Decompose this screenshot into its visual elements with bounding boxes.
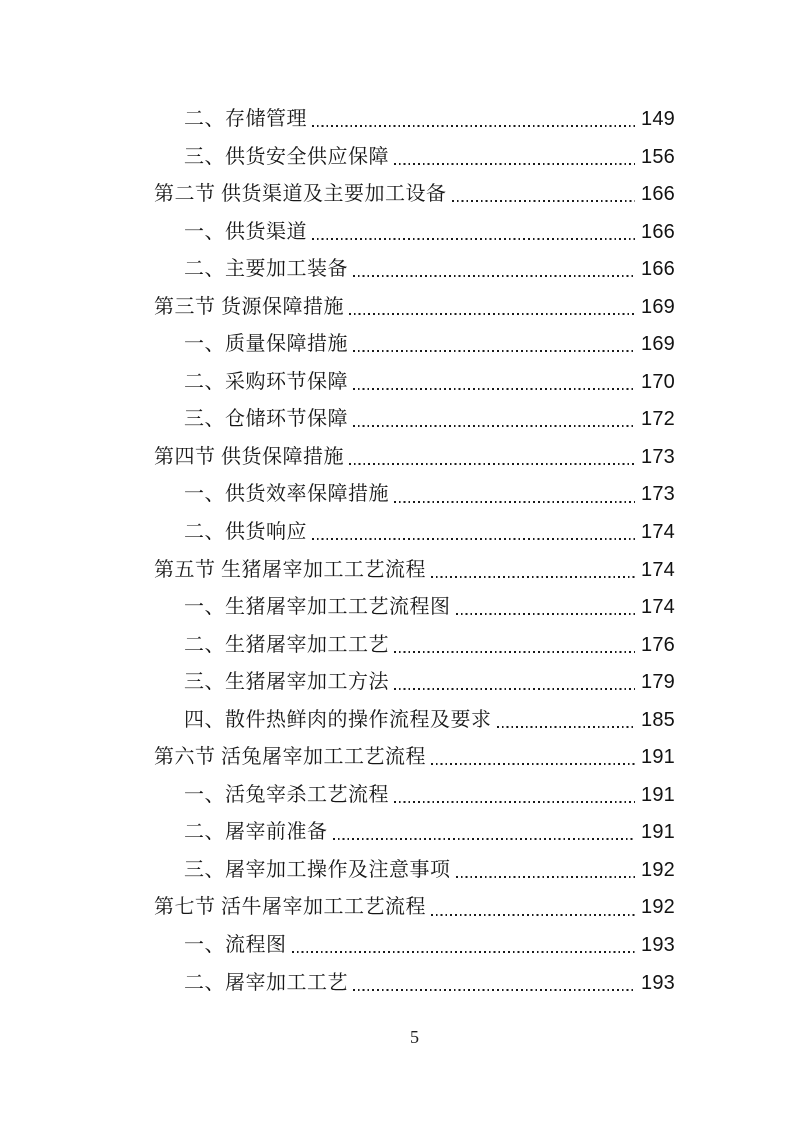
toc-dot-leader <box>394 688 635 690</box>
toc-entry-page-number: 173 <box>641 445 675 468</box>
toc-entry-title: 二、屠宰前准备 <box>184 821 328 844</box>
page-footer <box>154 1024 675 1050</box>
toc-entry-title: 第四节 供货保障措施 <box>154 445 344 468</box>
toc-entry-title: 二、屠宰加工工艺 <box>184 971 348 994</box>
toc-entry-page-number: 192 <box>641 858 675 881</box>
toc-dot-leader <box>431 914 635 916</box>
toc-dot-leader <box>394 163 635 165</box>
toc-dot-leader <box>394 801 635 803</box>
toc-entry[interactable] <box>154 101 675 139</box>
toc-entry[interactable] <box>154 552 675 590</box>
toc-dot-leader <box>353 350 635 352</box>
toc-entry-page-number: 149 <box>641 108 675 130</box>
toc-dot-leader <box>312 538 635 540</box>
toc-entry-title: 第六节 活兔屠宰加工工艺流程 <box>154 746 426 769</box>
toc-dot-leader <box>353 275 635 277</box>
toc-entry-page-number: 191 <box>641 746 675 769</box>
toc-entry[interactable] <box>154 251 675 289</box>
toc-entry-title: 一、供货效率保障措施 <box>184 483 389 506</box>
toc-dot-leader <box>497 726 636 728</box>
toc-entry[interactable] <box>154 889 675 927</box>
toc-dot-leader <box>456 613 636 615</box>
toc-dot-leader <box>312 238 635 240</box>
toc-entry[interactable] <box>154 627 675 665</box>
toc-entry[interactable] <box>154 589 675 627</box>
toc-entry-page-number: 174 <box>641 596 675 619</box>
toc-dot-leader <box>349 463 635 465</box>
toc-entry[interactable] <box>154 965 675 1003</box>
toc-dot-leader <box>431 763 635 765</box>
toc-dot-leader <box>333 838 636 840</box>
toc-dot-leader <box>292 951 636 953</box>
toc-entry-title: 二、供货响应 <box>184 521 307 544</box>
toc-entry[interactable] <box>154 364 675 402</box>
toc-dot-leader <box>394 651 635 653</box>
toc-entry-page-number: 173 <box>641 483 675 506</box>
toc-entry-page-number: 166 <box>641 258 675 281</box>
toc-entry-title: 三、供货安全供应保障 <box>184 145 389 168</box>
toc-entry-page-number: 193 <box>641 971 675 994</box>
toc-entry[interactable] <box>154 664 675 702</box>
toc-dot-leader <box>349 313 635 315</box>
toc-entry-page-number: 174 <box>641 558 675 581</box>
toc-entry-page-number: 185 <box>641 708 675 731</box>
toc-dot-leader <box>312 125 635 127</box>
toc-entry-page-number: 193 <box>641 934 675 957</box>
toc-entry-page-number: 192 <box>641 896 675 919</box>
toc-entry-title: 第二节 供货渠道及主要加工设备 <box>154 183 447 206</box>
toc-entry-title: 二、采购环节保障 <box>184 370 348 393</box>
toc-entry-page-number: 166 <box>641 183 675 206</box>
toc-entry-title: 三、屠宰加工操作及注意事项 <box>184 858 451 881</box>
toc-entry-title: 一、质量保障措施 <box>184 333 348 356</box>
toc-entry-title: 二、生猪屠宰加工工艺 <box>184 633 389 656</box>
toc-entry-title: 三、仓储环节保障 <box>184 408 348 431</box>
toc-entry[interactable] <box>154 927 675 965</box>
toc-entry-title: 第五节 生猪屠宰加工工艺流程 <box>154 558 426 581</box>
toc-entry[interactable] <box>154 476 675 514</box>
toc-entry[interactable] <box>154 214 675 252</box>
toc-entry-title: 一、流程图 <box>184 934 287 957</box>
toc-entry-page-number: 166 <box>641 220 675 243</box>
toc-entry[interactable] <box>154 439 675 477</box>
toc-entry-page-number: 191 <box>641 783 675 806</box>
toc-entry[interactable] <box>154 139 675 177</box>
toc-entry-page-number: 169 <box>641 295 675 318</box>
toc-entry[interactable] <box>154 514 675 552</box>
toc-entry-page-number: 170 <box>641 370 675 393</box>
toc-entry-page-number: 169 <box>641 333 675 356</box>
toc-entry[interactable] <box>154 739 675 777</box>
toc-entry[interactable] <box>154 289 675 327</box>
toc-entry-title: 二、存储管理 <box>184 108 307 130</box>
toc-entry-title: 一、生猪屠宰加工工艺流程图 <box>184 596 451 619</box>
toc-dot-leader <box>394 501 635 503</box>
toc-entry[interactable] <box>154 814 675 852</box>
toc-entry-page-number: 174 <box>641 521 675 544</box>
toc-entry-page-number: 176 <box>641 633 675 656</box>
toc-dot-leader <box>353 989 635 991</box>
toc-entry-page-number: 191 <box>641 821 675 844</box>
footer-page-number: 5 <box>410 1027 419 1047</box>
toc-dot-leader <box>353 425 635 427</box>
toc-entry-page-number: 179 <box>641 671 675 694</box>
toc-entry[interactable] <box>154 176 675 214</box>
toc-entry-page-number: 172 <box>641 408 675 431</box>
toc-entry[interactable] <box>154 326 675 364</box>
toc-entry[interactable] <box>154 401 675 439</box>
toc-dot-leader <box>452 200 636 202</box>
toc-dot-leader <box>431 576 635 578</box>
toc-entry-title: 四、散件热鲜肉的操作流程及要求 <box>184 708 492 731</box>
toc-entry-title: 一、活兔宰杀工艺流程 <box>184 783 389 806</box>
toc-entry-page-number: 156 <box>641 145 675 168</box>
toc-entry-title: 第三节 货源保障措施 <box>154 295 344 318</box>
toc-entry-title: 一、供货渠道 <box>184 220 307 243</box>
table-of-contents <box>154 101 675 1002</box>
toc-entry-title: 三、生猪屠宰加工方法 <box>184 671 389 694</box>
toc-entry-title: 第七节 活牛屠宰加工工艺流程 <box>154 896 426 919</box>
toc-dot-leader <box>456 876 636 878</box>
toc-dot-leader <box>353 388 635 390</box>
toc-entry[interactable] <box>154 852 675 890</box>
toc-entry-title: 二、主要加工装备 <box>184 258 348 281</box>
toc-entry[interactable] <box>154 777 675 815</box>
toc-entry[interactable] <box>154 702 675 740</box>
